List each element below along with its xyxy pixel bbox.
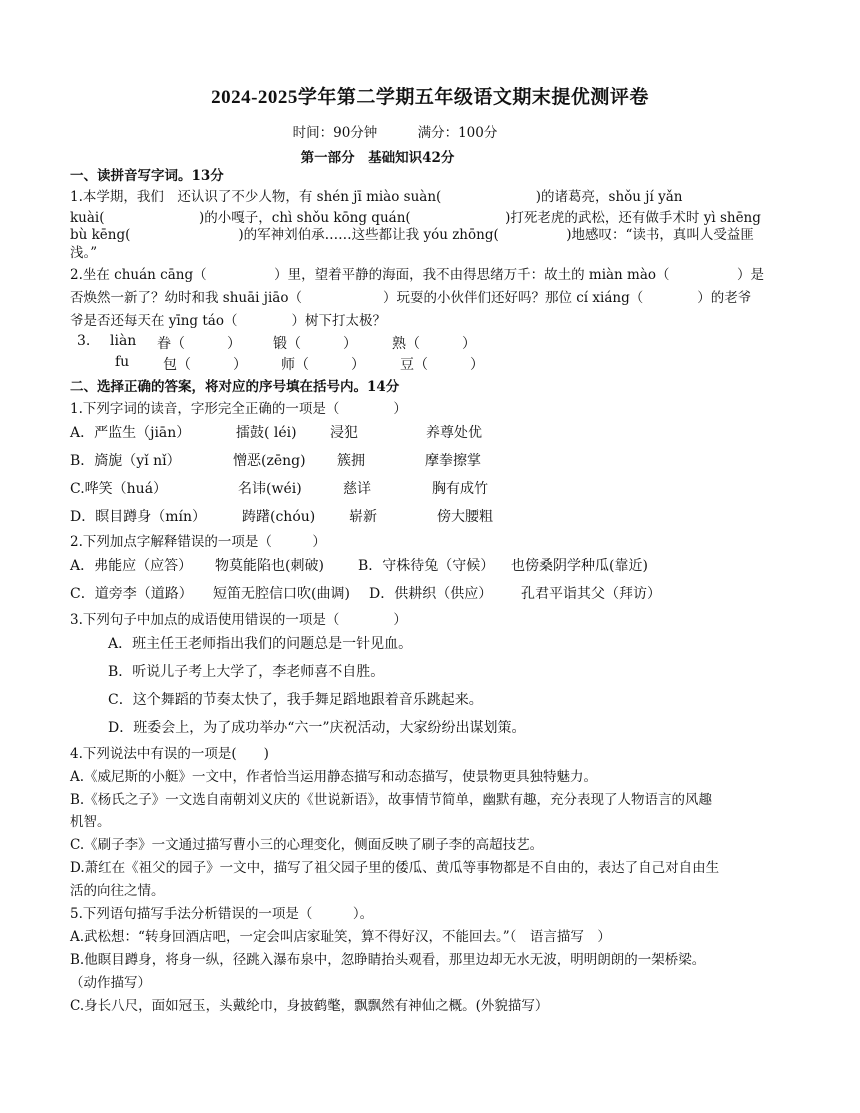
s2-q4-line6: 活的向往之情。 xyxy=(70,883,165,899)
s2-q3-stem: 3.下列句子中加点的成语使用错误的一项是（ ） xyxy=(70,612,407,628)
s2-q5-line1: A.武松想：“转身回酒店吧，一定会叫店家耻笑，算不得好汉，不能回去。”（ 语言描写 ） xyxy=(70,929,611,945)
s1-q3-item-shu: 熟（ ） xyxy=(392,336,476,352)
s2-q1-stem: 1.下列字词的读音，字形完全正确的一项是（ ） xyxy=(70,401,407,417)
s2-q1-a-1: A．严监生（jiān） xyxy=(70,425,191,441)
s2-q1-d-2: 踌躇(chóu) xyxy=(242,509,316,525)
s2-q1-c-3: 慈详 xyxy=(343,481,371,497)
s1-q1-line1: 1.本学期，我们 还认识了不少人物，有 shén jī miào suàn( )的诸葛亮，shǒu jí yǎn xyxy=(70,189,683,205)
s1-q1-line2: kuài( )的小嘎子，chì shǒu kōng quán( )打死老虎的武松，还有做手术时 yì shēng xyxy=(70,210,761,226)
s2-q3-d: D．班委会上，为了成功举办“六一”庆祝活动，大家纷纷出谋划策。 xyxy=(108,720,526,736)
page-title: 2024-2025学年第二学期五年级语文期末提优测评卷 xyxy=(211,87,649,108)
s1-q2-line3: 爷是否还每天在 yīng táo（ ）树下打太极？ xyxy=(70,313,386,329)
s2-q1-a-3: 浸犯 xyxy=(330,425,358,441)
s2-q2-a-2: 物莫能陷也(刺破) xyxy=(215,558,324,574)
s1-q3-item-juan: 眷（ ） xyxy=(157,336,241,352)
s2-q1-a-4: 养尊处优 xyxy=(426,425,482,441)
s1-q2-line1: 2.坐在 chuán cāng（ ）里，望着平静的海面，我不由得思绪万千：故土的 miàn mào（ ）是 xyxy=(70,267,765,283)
s1-q3-item-duan: 锻（ ） xyxy=(273,336,357,352)
s1-q3-pinyin-lian: liàn xyxy=(110,333,137,349)
s2-q4-line2: B.《杨氏之子》一文选自南朝刘义庆的《世说新语》，故事情节简单，幽默有趣，充分表现了人物语言的风趣 xyxy=(70,792,712,808)
s2-q1-b-2: 憎恶(zēng) xyxy=(233,453,306,469)
s2-q1-a-2: 擂鼓( léi) xyxy=(236,425,297,441)
s2-q1-c-1: C.哗笑（huá） xyxy=(70,481,168,497)
section1-heading: 一、读拼音写字词。13分 xyxy=(70,168,224,184)
s1-q3-item-bao: 包（ ） xyxy=(163,357,247,373)
s2-q4-line1: A.《威尼斯的小艇》一文中，作者恰当运用静态描写和动态描写，使景物更具独特魅力。 xyxy=(70,769,598,785)
s2-q5-stem: 5.下列语句描写手法分析错误的一项是（ ）。 xyxy=(70,906,374,922)
part-one-title: 第一部分 基础知识42分 xyxy=(300,150,455,166)
s2-q4-line5: D.萧红在《祖父的园子》一文中，描写了祖父园子里的倭瓜、黄瓜等事物都是不自由的，表达了自己对自由生 xyxy=(70,860,720,876)
section2-heading: 二、选择正确的答案，将对应的序号填在括号内。14分 xyxy=(70,379,400,395)
s1-q2-line2: 否焕然一新了？幼时和我 shuāi jiāo（ ）玩耍的小伙伴们还好吗？那位 cí xiáng（ ）的老爷 xyxy=(70,290,752,306)
s2-q1-d-1: D．瞑目蹲身（mín） xyxy=(70,509,206,525)
s2-q2-d-2: 孔君平诣其父（拜访） xyxy=(521,586,661,602)
exam-info xyxy=(0,121,790,141)
s1-q1-line4: 浅。” xyxy=(70,245,98,261)
s2-q2-a: A．弗能应（应答） xyxy=(70,558,193,574)
s2-q2-b: B．守株待兔（守候） xyxy=(358,558,495,574)
s2-q2-d: D．供耕织（供应） xyxy=(369,586,493,602)
s2-q1-c-2: 名讳(wéi) xyxy=(238,481,302,497)
s1-q3-pinyin-fu: fu xyxy=(115,354,130,370)
exam-time: 时间：90分钟 xyxy=(292,125,378,141)
s2-q1-b-1: B．旖旎（yǐ nǐ） xyxy=(70,453,181,469)
s2-q2-c-2: 短笛无腔信口吹(曲调) xyxy=(213,586,350,602)
s2-q1-d-4: 傍大腰粗 xyxy=(437,509,493,525)
exam-score: 满分：100分 xyxy=(417,125,498,141)
s2-q2-stem: 2.下列加点字解释错误的一项是（ ） xyxy=(70,534,326,550)
s2-q5-line2: B.他瞑目蹲身，将身一纵，径跳入瀑布泉中，忽睁睛抬头观看，那里边却无水无波，明明朗朗的一架桥梁。 xyxy=(70,952,706,968)
s2-q1-b-4: 摩拳擦掌 xyxy=(425,453,481,469)
s2-q1-c-4: 胸有成竹 xyxy=(432,481,488,497)
s1-q3-number: 3. xyxy=(77,333,91,349)
s2-q1-d-3: 崭新 xyxy=(349,509,377,525)
s2-q5-line3: （动作描写） xyxy=(70,975,151,991)
s2-q2-c: C．道旁李（道路） xyxy=(70,586,193,602)
s2-q3-a: A．班主任王老师指出我们的问题总是一针见血。 xyxy=(108,636,413,652)
s1-q3-item-dou: 豆（ ） xyxy=(400,357,484,373)
s2-q1-b-3: 簇拥 xyxy=(337,453,365,469)
s2-q3-b: B．听说儿子考上大学了，李老师喜不自胜。 xyxy=(108,664,385,680)
s2-q5-line4: C.身长八尺，面如冠玉，头戴纶巾，身披鹤氅，飘飘然有神仙之概。(外貌描写） xyxy=(70,998,549,1014)
s2-q4-line4: C.《刷子李》一文通过描写曹小三的心理变化，侧面反映了刷子李的高超技艺。 xyxy=(70,837,544,853)
s2-q4-stem: 4.下列说法中有误的一项是( ) xyxy=(70,746,269,762)
s1-q1-line3: bù kēng( )的军神刘伯承……这些都让我 yóu zhōng( )地感叹：“读书，真叫人受益匪 xyxy=(70,227,754,243)
s1-q3-item-shi: 师（ ） xyxy=(281,357,365,373)
s2-q4-line3: 机智。 xyxy=(70,814,111,830)
s2-q3-c: C．这个舞蹈的节奏太快了，我手舞足蹈地跟着音乐跳起来。 xyxy=(108,692,483,708)
s2-q2-b-2: 也傍桑阴学种瓜(靠近) xyxy=(511,558,648,574)
